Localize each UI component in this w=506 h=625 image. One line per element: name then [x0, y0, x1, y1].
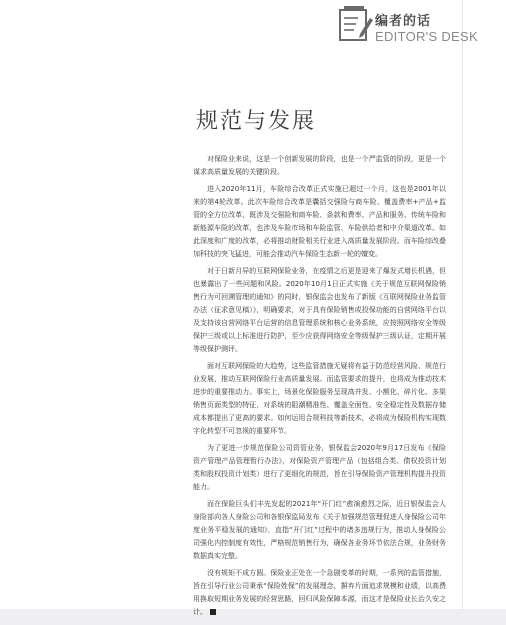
- paragraph: 对于日新月异的互联网保险业务，在疫情之后更是迎来了爆发式增长机遇，但也暴露出了一些问题和风险。2020年10月1日正式实施《关于规范互联网保险销售行为可回溯管理的通知》的同时，银保监会也发布了新版《互联网保险业务监管办法（征求意见稿）》，明确要求，对于具有保险销售或投保功能的自营网络平台以及支持该自营网络平台运营的信息管理系统和核心业务系统，应按照网络安全等级保护三级或以上标准进行防护，至少应获得网络安全等级保护三级认证，定期开展等级保护测评。: [193, 267, 446, 353]
- paragraph: 对保险业来说，这是一个创新发展的阶段，也是一个严监管的阶段，更是一个谋求高质量发展的关键阶段。: [193, 155, 446, 176]
- right-margin-strip: [462, 0, 506, 609]
- pen-and-paper-icon: [338, 4, 374, 44]
- paragraph-text: 没有规矩不成方圆。保险业正处在一个急剧变革的时期，一系列的监管措施，旨在引导行业公司秉承“保险姓保”的发展理念，摒弃片面追求规模和业绩，以高费用换取短期业务发展的经营思路，回归风险保障本源，而这才是保险业长治久安之计。: [193, 569, 446, 616]
- article-title: 规范与发展: [196, 109, 317, 134]
- last-paragraph: [193, 567, 446, 619]
- paragraph: 面对互联网保险的大趋势，这些监管措施无疑将有益于防范经营风险、规范行业发展，推动互联网保险行业高质量发展。而监管要求的提升，也将成为推动技术进步的重要推动力。事实上，场景化保险服务呈现高并发、小额化、碎片化、多渠销售页面类型的特征，对系统的阻潮精准性、覆盖全面性、安全稳定性及数据存储成本都提出了更高的要求。如何运用合规科技等新技术，必将成为保险机构实现数字化转型不可忽视的重要环节。: [193, 362, 446, 435]
- paragraph: 而在保险巨头们丰先发起的2021年“开门红”愈演愈烈之际，近日银保监会人身险部向各人身险公司和各银保监局发布《关于加强规范管理促进人身保险公司年度业务平稳发展的通知》，直指“开门红”过程中的诸多违规行为，推动人身保险公司强化内控制度有效性，严格规范销售行为，确保各业务环节依法合规，业务财务数据真实完整。: [193, 500, 446, 560]
- section-header: [338, 4, 478, 48]
- end-of-article-mark: [210, 609, 216, 615]
- section-title-en: EDITOR'S DESK: [375, 29, 478, 44]
- paragraph: 进入2020年11月，车险综合改革正式实施已超过一个月，这也是2001年以来的第4轮改革。此次车险综合改革是囊括交强险与商车险、覆盖费率+产品+监管的全方位改革，既涉及交强险和商车险、条款和费率、产品和服务、传统车险和新能源车险的改革，也涉及车险市场和车险监管、车险供给者和中介渠道改革。如此深度和广度的改革，必将推动财险相关行业进入高质量发展阶段。而车险综改叠加科技的突飞猛进，可能会推动汽车保险生态新一轮的嬗变。: [193, 185, 446, 258]
- article-body: [193, 153, 446, 623]
- section-title-cn: 编者的话: [375, 14, 432, 29]
- paragraph: 为了更进一步规范保险公司资管业务，银保监会2020年9月17日发布《保险资产管理产品管理暂行办法》，对保险资产管理产品（包括组合类、债权投资计划类和股权投资计划类）进行了更细化的规范，旨在引导保险资产管理机构提升投资能力。: [193, 444, 446, 491]
